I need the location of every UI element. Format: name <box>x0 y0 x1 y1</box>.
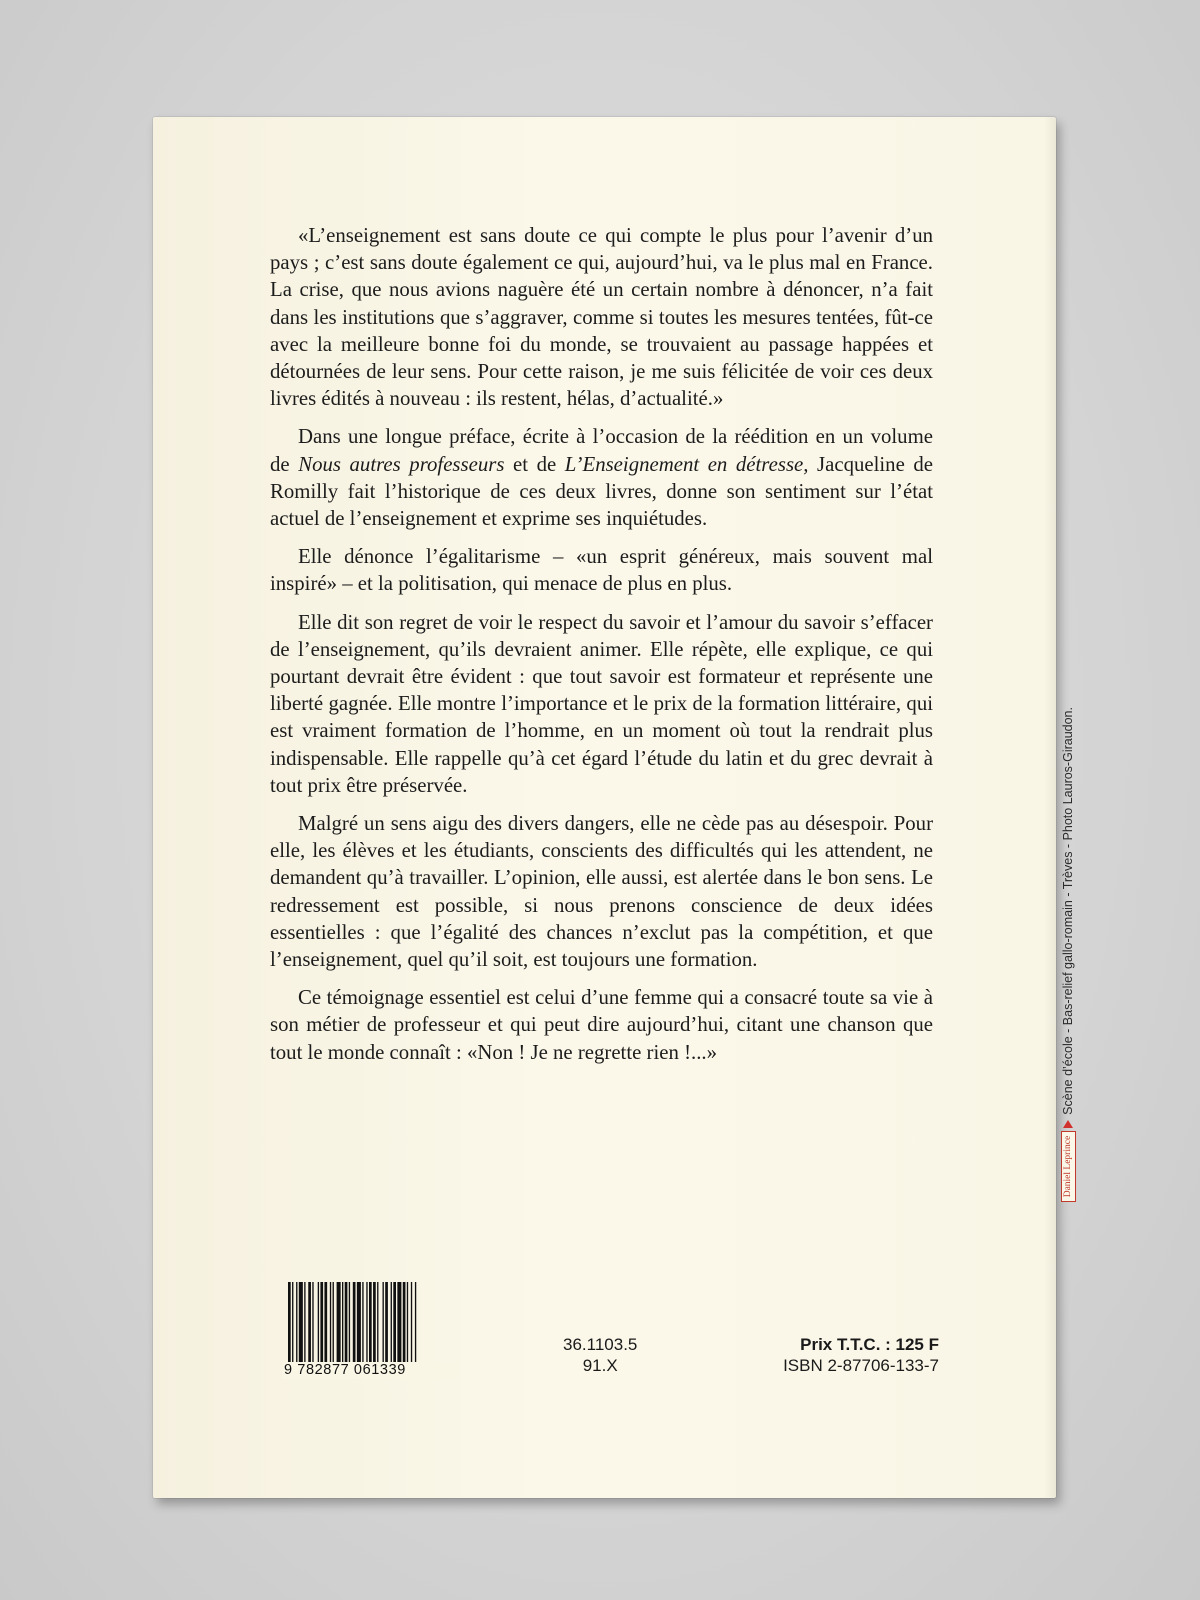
barcode-bar <box>391 1282 392 1362</box>
blurb-paragraph-1: «L’enseignement est sans doute ce qui compte le plus pour l’avenir d’un pays ; c’est sans doute également ce qui, aujourd’hui, va le plus mal en France. La crise, que nous avions naguère été un certain nombre à dénoncer, n’a fait dans les institutions que s’aggraver, comme si toutes les mesures tentées, fût-ce avec la meilleure bonne foi du monde, se trouvaient au passage happées et détournées de leur sens. Pour cette raison, je me suis félicitée de voir ces deux livres édités à nouveau : ils restent, hélas, d’actualité.» <box>270 224 933 411</box>
barcode-bar <box>324 1282 327 1362</box>
barcode-bars <box>282 1282 457 1372</box>
catalog-codes <box>563 1334 637 1376</box>
barcode-bar <box>373 1282 376 1362</box>
price-label: Prix T.T.C. : 125 F <box>800 1335 939 1354</box>
blurb-text <box>270 222 933 1077</box>
barcode-bar <box>330 1282 331 1362</box>
book-edge-shadow <box>1044 117 1056 1498</box>
barcode-bar <box>312 1282 313 1362</box>
barcode-bar <box>407 1282 408 1362</box>
catalog-code-2: 91.X <box>582 1356 618 1375</box>
barcode-bar <box>397 1282 401 1362</box>
barcode-bar <box>357 1282 361 1362</box>
barcode-digits: 9 782877 061339 <box>282 1362 459 1379</box>
preface-text-3: Jacqueline de Romilly fait l’historique de ces deux livres, donne son sentiment sur l’état actuel de l’enseignement et exprime ses inquiétudes. <box>270 452 933 531</box>
barcode-bar <box>385 1282 388 1362</box>
barcode-bar <box>353 1282 356 1362</box>
barcode-bar <box>415 1282 416 1370</box>
blurb-paragraph-4: Elle dit son regret de voir le respect du savoir et l’amour du savoir s’effacer de l’enseignement, qu’ils devraient animer. Elle répète, elle explique, ce qui pourtant devrait être évident : que tout savoir est formateur et représente une liberté gagnée. Elle montre l’importance et le prix de la formation littéraire, qui est vraiment formation de l’homme, en un moment où tout la rendrait plus indispensable. Elle rappelle qu’à cet égard l’étude du latin et du grec devrait à tout prix être préservée. <box>270 610 933 797</box>
preface-text-2: et de <box>504 452 565 476</box>
barcode-bar <box>320 1282 323 1362</box>
barcode-bar <box>393 1282 396 1362</box>
barcode-bar <box>342 1282 343 1362</box>
barcode-bar <box>366 1282 367 1362</box>
barcode-bar <box>304 1282 305 1362</box>
barcode-bar <box>318 1282 319 1362</box>
cover-credit-rotated <box>1059 707 1077 1307</box>
barcode-bar <box>333 1282 334 1362</box>
barcode-bar <box>292 1282 293 1362</box>
blurb-paragraph-3: Elle dénonce l’égalitarisme – «un esprit généreux, mais souvent mal inspiré» – et la politisation, qui menace de plus en plus. <box>270 545 933 596</box>
barcode-bar <box>383 1282 384 1362</box>
barcode-bar <box>377 1282 378 1362</box>
barcode <box>282 1282 457 1377</box>
barcode-bar <box>288 1282 291 1370</box>
barcode-bar <box>299 1282 303 1362</box>
barcode-bar <box>403 1282 406 1362</box>
barcode-bar <box>349 1282 350 1370</box>
photo-credit: Scène d’école - Bas-relief gallo-romain - Trèves - Photo Lauros-Giraudon. <box>1061 707 1075 1115</box>
barcode-bar <box>308 1282 311 1362</box>
designer-credit: Daniel Leprince <box>1061 1131 1076 1202</box>
preface-text-1: Dans une longue préface, écrite à l’occasion de la réédition en un volume de <box>270 425 933 476</box>
blurb-paragraph-6: Ce témoignage essentiel est celui d’une femme qui a consacré toute sa vie à son métier de professeur et qui peut dire aujourd’hui, citant une chanson que tout le monde connaît : «Non ! Je ne regrette rien !...» <box>270 986 933 1064</box>
barcode-bar <box>345 1282 348 1362</box>
book-title-2: L’Enseignement en détresse, <box>564 452 809 476</box>
book-back-cover <box>153 117 1056 1498</box>
barcode-bar <box>369 1282 372 1362</box>
barcode-bar <box>296 1282 297 1362</box>
red-arrow-icon <box>1063 1120 1073 1128</box>
book-title-1: Nous autres professeurs <box>298 452 505 476</box>
barcode-bar <box>362 1282 363 1362</box>
price-block <box>775 1334 939 1376</box>
catalog-code-1: 36.1103.5 <box>563 1335 638 1354</box>
barcode-bar <box>411 1282 412 1362</box>
barcode-bar <box>337 1282 341 1362</box>
blurb-paragraph-5: Malgré un sens aigu des divers dangers, elle ne cède pas au désespoir. Pour elle, les élèves et les étudiants, conscients des difficultés qui les attendent, ne demandent qu’à travailler. L’opinion, elle aussi, est alertée dans le bon sens. Le redressement est possible, si nous prenons conscience de deux idées essentielles : que l’égalité des chances n’exclut pas la compétition, et que l’enseignement, quel qu’il soit, est toujours une formation. <box>270 812 933 972</box>
blurb-paragraph-2 <box>270 423 933 532</box>
isbn-label: ISBN 2-87706-133-7 <box>783 1356 939 1375</box>
